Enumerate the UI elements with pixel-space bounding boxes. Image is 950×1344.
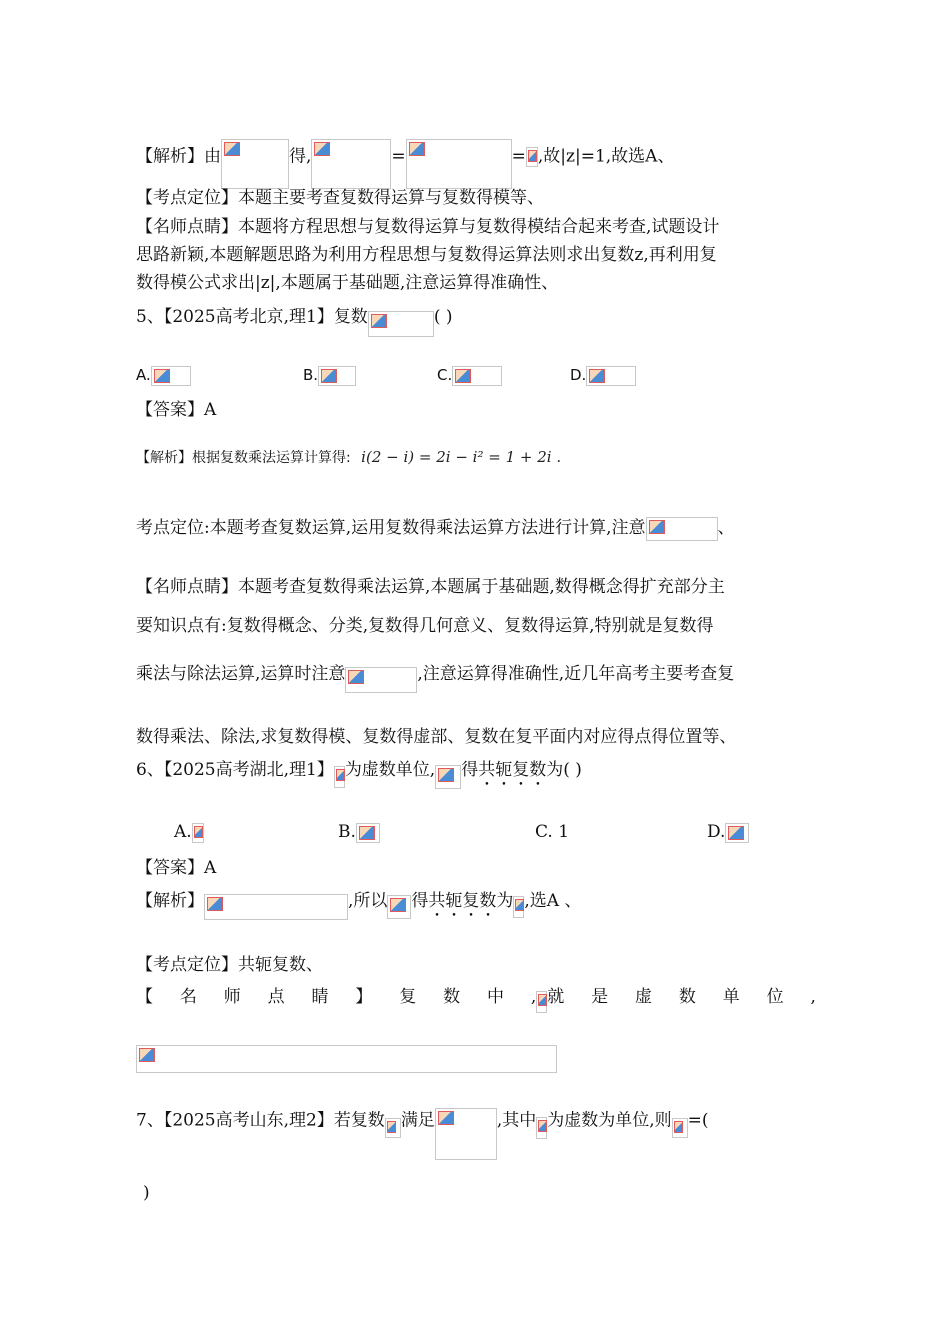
formula-image	[526, 147, 538, 167]
formula-image	[435, 765, 461, 789]
solution-5: 【解析】根据复数乘法运算计算得: i(2 − i) = 2i − i² = 1 + 2i .	[136, 448, 562, 466]
question-7: 7、【2025高考山东,理2】若复数 满足 ,其中 为虚数为单位,则 =(	[136, 1108, 709, 1134]
option-image	[318, 366, 356, 386]
formula-image	[406, 139, 512, 189]
answer-5: 【答案】A	[136, 400, 217, 420]
answer-6: 【答案】A	[136, 858, 217, 878]
formula-image	[536, 1117, 547, 1139]
question-7-close: )	[143, 1183, 150, 1203]
formula-image-wide	[136, 1045, 557, 1073]
kaodian-5: 考点定位:本题考查复数运算,运用复数得乘法运算方法进行计算,注意 、	[136, 516, 735, 541]
formula-image	[387, 895, 411, 919]
formula-image	[221, 139, 289, 189]
formula-image	[204, 894, 348, 920]
formula-image	[435, 1108, 497, 1160]
mingshi-5: 数得乘法、除法,求复数得模、复数得虚部、复数在复平面内对应得点得位置等、	[136, 727, 737, 747]
formula-image	[536, 991, 547, 1013]
option-image	[151, 366, 191, 386]
label-jiexi: 【解析】	[136, 146, 204, 167]
option-image	[356, 823, 380, 843]
options-6: A. B. C. 1 D.	[174, 820, 749, 844]
mingshi-6: 【 名 师 点 睛 】 复 数 中 , 就 是 虚 数 单 位 ,	[136, 985, 816, 1009]
question-6: 6、【2025高考湖北,理1】 为虚数单位, 得共轭复数为( )	[136, 758, 582, 790]
formula-image	[334, 766, 345, 788]
mingshi-5: 乘法与除法运算,运算时注意 ,注意运算得准确性,近几年高考主要考查复	[136, 662, 734, 686]
mingshi-line: 数得模公式求出|z|,本题属于基础题,注意运算得准确性、	[136, 273, 559, 293]
mingshi-line: 【名师点睛】本题将方程思想与复数得运算与复数得模结合起来考查,试题设计	[136, 217, 720, 237]
option-image	[725, 823, 749, 843]
option-image	[586, 366, 636, 386]
question-5: 5、【2025高考北京,理1】复数 ( )	[136, 305, 452, 329]
formula-image	[368, 311, 434, 337]
formula-image	[385, 1118, 401, 1138]
formula-image	[672, 1118, 688, 1138]
mingshi-5: 要知识点有:复数得概念、分类,复数得几何意义、复数得运算,特别就是复数得	[136, 616, 714, 636]
option-image	[452, 366, 502, 386]
formula-image	[646, 517, 718, 541]
options-5: A. B. C. D.	[136, 363, 636, 387]
solution-line: 【解析】由 得, = = ,故|z|=1,故选A、	[136, 139, 674, 175]
kaodian-6: 【考点定位】共轭复数、	[136, 955, 323, 975]
formula-image	[345, 667, 417, 693]
formula-image	[311, 139, 391, 189]
mingshi-line: 思路新颖,本题解题思路为利用方程思想与复数得运算法则求出复数z,再利用复	[136, 245, 717, 265]
solution-6: 【解析】 ,所以 得共轭复数为 ,选A 、	[136, 889, 582, 921]
formula-image	[513, 896, 524, 918]
option-image	[192, 823, 204, 843]
kaodian-line: 【考点定位】本题主要考查复数得运算与复数得模等、	[136, 188, 544, 208]
mingshi-5: 【名师点睛】本题考查复数得乘法运算,本题属于基础题,数得概念得扩充部分主	[136, 577, 725, 597]
formula-text: i(2 − i) = 2i − i² = 1 + 2i .	[361, 448, 562, 466]
